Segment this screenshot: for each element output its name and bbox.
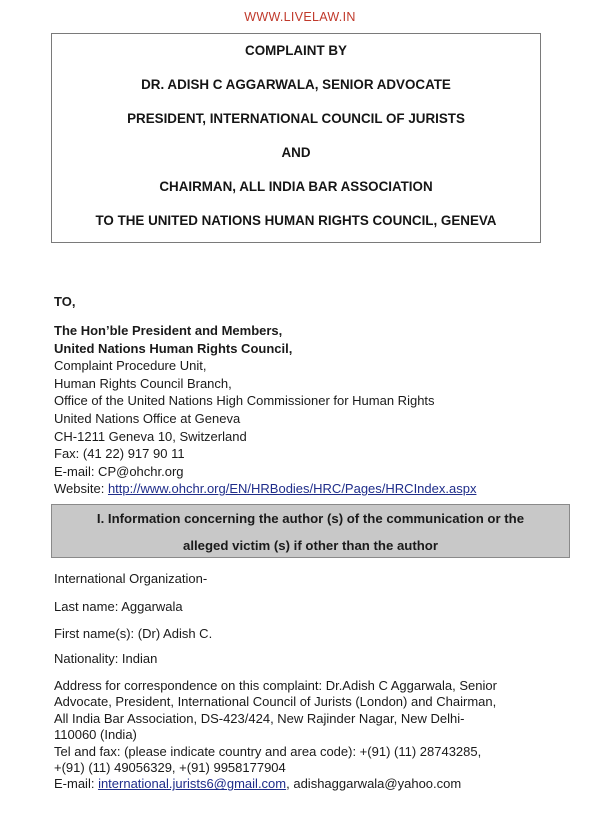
field-organization: International Organization-	[54, 571, 208, 586]
title-box	[51, 33, 541, 243]
email-secondary: , adishaggarwala@yahoo.com	[286, 776, 462, 792]
field-nationality: Nationality: Indian	[54, 651, 158, 666]
tel-fax-line2: +(91) (11) 49056329, +(91) 9958177904	[54, 760, 286, 776]
email-link[interactable]: international.jurists6@gmail.com	[98, 776, 287, 792]
website-label: Website:	[54, 481, 108, 497]
title-line-author: DR. ADISH C AGGARWALA, SENIOR ADVOCATE	[141, 77, 451, 92]
to-label: TO,	[54, 294, 76, 309]
address-line-geneva-office: United Nations Office at Geneva	[54, 410, 241, 426]
title-line-president: PRESIDENT, INTERNATIONAL COUNCIL OF JURISTS	[127, 111, 465, 126]
website-link[interactable]: http://www.ohchr.org/EN/HRBodies/HRC/Pages/HRCIndex.aspx	[107, 481, 477, 497]
title-line-complaint-by: COMPLAINT BY	[245, 43, 347, 58]
title-line-chairman: CHAIRMAN, ALL INDIA BAR ASSOCIATION	[159, 179, 433, 194]
title-line-and: AND	[281, 145, 311, 160]
address-email: E-mail: CP@ohchr.org	[54, 463, 184, 479]
watermark: WWW.LIVELAW.IN	[244, 10, 356, 24]
address-line-postal: CH-1211 Geneva 10, Switzerland	[54, 428, 247, 444]
address-line-president: The Hon’ble President and Members,	[54, 323, 283, 338]
address-fax: Fax: (41 22) 917 90 11	[54, 446, 185, 462]
address-correspondence-line1: Address for correspondence on this complaint: Dr.Adish C Aggarwala, Senior	[54, 678, 497, 693]
field-address-correspondence	[54, 678, 574, 793]
title-line-recipient: TO THE UNITED NATIONS HUMAN RIGHTS COUNCIL, GENEVA	[95, 213, 497, 228]
email-line	[54, 776, 574, 792]
address-line-branch: Human Rights Council Branch,	[54, 375, 232, 391]
email-label: E-mail:	[54, 776, 99, 792]
field-first-name: First name(s): (Dr) Adish C.	[54, 626, 213, 641]
field-last-name: Last name: Aggarwala	[54, 599, 183, 614]
address-correspondence-line4: 110060 (India)	[54, 727, 137, 743]
address-line-council: United Nations Human Rights Council,	[54, 340, 293, 356]
tel-fax-line1: Tel and fax: (please indicate country and area code): +(91) (11) 28743285,	[54, 743, 482, 759]
section-heading	[51, 504, 570, 558]
address-website	[54, 480, 574, 498]
address-correspondence-line3: All India Bar Association, DS-423/424, New Rajinder Nagar, New Delhi-	[54, 710, 465, 726]
address-correspondence-line2: Advocate, President, International Council of Jurists (London) and Chairman,	[54, 694, 497, 710]
address-line-office: Office of the United Nations High Commissioner for Human Rights	[54, 393, 435, 409]
recipient-address	[54, 322, 574, 498]
section-heading-line2: alleged victim (s) if other than the author	[183, 538, 438, 553]
section-heading-line1: I. Information concerning the author (s) of the communication or the	[96, 511, 525, 526]
address-line-unit: Complaint Procedure Unit,	[54, 358, 207, 374]
